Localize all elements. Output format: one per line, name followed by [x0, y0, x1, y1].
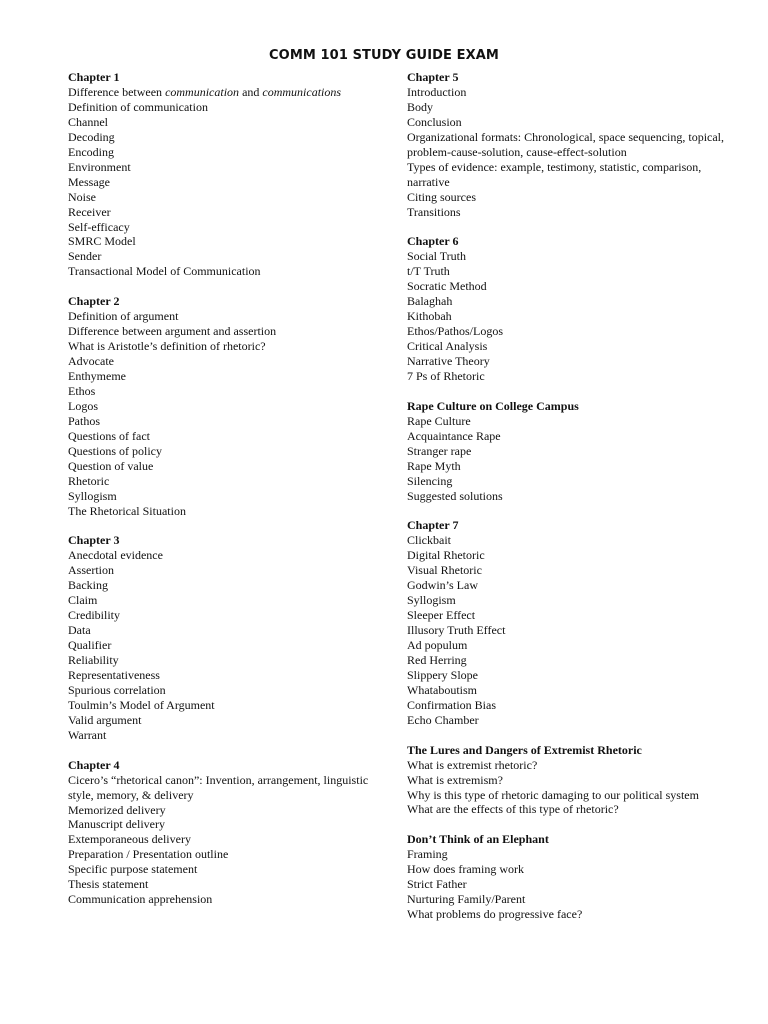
list-item: Narrative Theory — [407, 354, 490, 369]
section-heading: Don’t Think of an Elephant — [407, 832, 549, 847]
list-item: Credibility — [68, 608, 120, 623]
list-item: What problems do progressive face? — [407, 907, 583, 922]
section-chapter-2 — [68, 294, 390, 518]
list-item: Rape Culture — [407, 413, 471, 428]
section-extremist-rhetoric — [407, 743, 727, 818]
list-item: Digital Rhetoric — [407, 548, 485, 563]
list-item: Socratic Method — [407, 279, 487, 294]
list-item: Slippery Slope — [407, 667, 478, 682]
list-item: Clickbait — [407, 533, 451, 548]
section-heading: Chapter 4 — [68, 757, 120, 772]
list-item: Transactional Model of Communication — [68, 264, 261, 279]
list-item: Thesis statement — [68, 877, 149, 892]
section-heading: Rape Culture on College Campus — [407, 398, 579, 413]
list-item: Ethos/Pathos/Logos — [407, 324, 504, 339]
list-item: Syllogism — [407, 593, 456, 608]
list-item: Ethos — [68, 383, 96, 398]
list-item: Silencing — [407, 473, 453, 488]
list-item: Self-efficacy — [68, 219, 130, 234]
right-column — [407, 70, 727, 937]
list-item: Questions of fact — [68, 428, 150, 443]
list-item: Ad populum — [407, 638, 468, 653]
list-item: Citing sources — [407, 189, 476, 204]
section-dont-think-of-an-elephant — [407, 832, 727, 922]
list-item: Definition of argument — [68, 309, 179, 324]
section-heading: Chapter 6 — [407, 234, 459, 249]
list-item: Memorized delivery — [68, 802, 166, 817]
list-item: Conclusion — [407, 114, 462, 129]
list-item: Framing — [407, 847, 448, 862]
list-item: Kithobah — [407, 309, 452, 324]
section-heading: Chapter 5 — [407, 70, 459, 84]
section-heading: The Lures and Dangers of Extremist Rhetoric — [407, 742, 642, 757]
left-column — [68, 70, 390, 922]
list-item: Specific purpose statement — [68, 862, 198, 877]
list-item: Definition of communication — [68, 99, 208, 114]
list-item: Question of value — [68, 458, 154, 473]
list-item: What is extremism? — [407, 772, 503, 787]
list-item: Suggested solutions — [407, 488, 503, 503]
list-item: Receiver — [68, 204, 111, 219]
list-item: Valid argument — [68, 712, 142, 727]
list-item: Preparation / Presentation outline — [68, 847, 229, 862]
list-item: What is extremist rhetoric? — [407, 757, 538, 772]
list-item: Stranger rape — [407, 443, 472, 458]
list-item: Acquaintance Rape — [407, 428, 501, 443]
list-item: Why is this type of rhetoric damaging to our political system — [407, 787, 699, 802]
list-item: Transitions — [407, 204, 461, 219]
list-item: Toulmin’s Model of Argument — [68, 697, 215, 712]
list-item: Anecdotal evidence — [68, 548, 163, 563]
list-item: Critical Analysis — [407, 339, 488, 354]
section-chapter-1 — [68, 70, 390, 279]
section-heading: Chapter 1 — [68, 70, 120, 84]
page-title: COMM 101 STUDY GUIDE EXAM — [269, 48, 499, 63]
list-item: Red Herring — [407, 652, 467, 667]
section-chapter-7 — [407, 518, 727, 727]
list-item: Types of evidence: example, testimony, statistic, comparison, narrative — [407, 159, 702, 189]
list-item: How does framing work — [407, 862, 524, 877]
list-item: Extemporaneous delivery — [68, 832, 191, 847]
section-heading: Chapter 2 — [68, 294, 120, 309]
list-item: Reliability — [68, 653, 119, 668]
list-item: Syllogism — [68, 488, 117, 503]
list-item: Whataboutism — [407, 682, 477, 697]
list-item: Visual Rhetoric — [407, 563, 482, 578]
list-item: Qualifier — [68, 638, 112, 653]
list-item: Noise — [68, 189, 96, 204]
list-item: Illusory Truth Effect — [407, 623, 506, 638]
list-item: What are the effects of this type of rhetoric? — [407, 802, 619, 817]
list-item: Rhetoric — [68, 473, 110, 488]
section-rape-culture — [407, 399, 727, 504]
list-item: Logos — [68, 398, 98, 413]
list-item: SMRC Model — [68, 234, 136, 249]
list-item: Sender — [68, 249, 102, 264]
list-item: Communication apprehension — [68, 892, 213, 907]
list-item-communication-vs-communications: Difference between communication and communications — [68, 84, 342, 99]
list-item: Representativeness — [68, 668, 160, 682]
section-heading: Chapter 3 — [68, 533, 120, 548]
list-item: Enthymeme — [68, 369, 126, 383]
list-item: Godwin’s Law — [407, 578, 478, 593]
list-item: Confirmation Bias — [407, 697, 496, 712]
list-item: Channel — [68, 114, 108, 129]
list-item: Advocate — [68, 354, 114, 369]
list-item: Organizational formats: Chronological, space sequencing, topical, problem-cause-solution, cause-effect-solution — [407, 129, 725, 159]
list-item: Difference between argument and assertion — [68, 324, 277, 339]
list-item: Manuscript delivery — [68, 817, 165, 832]
list-item: Introduction — [407, 84, 467, 99]
list-item: Echo Chamber — [407, 712, 479, 727]
list-item: Rape Myth — [407, 458, 461, 473]
list-item: Warrant — [68, 727, 107, 742]
section-chapter-4 — [68, 758, 390, 908]
list-item: Assertion — [68, 563, 114, 578]
list-item: Cicero’s “rhetorical canon”: Invention, arrangement, linguistic style, memory, & delivery — [68, 772, 369, 802]
list-item: Message — [68, 174, 110, 189]
list-item: Encoding — [68, 144, 114, 159]
list-item: Decoding — [68, 129, 115, 144]
list-item: Environment — [68, 159, 131, 174]
list-item: Backing — [68, 578, 108, 593]
list-item: Pathos — [68, 413, 101, 428]
section-chapter-6 — [407, 234, 727, 384]
list-item: Body — [407, 99, 434, 114]
list-item: Data — [68, 623, 91, 638]
list-item: 7 Ps of Rhetoric — [407, 369, 485, 383]
list-item: Strict Father — [407, 877, 467, 892]
list-item: Nurturing Family/Parent — [407, 892, 526, 907]
list-item: Spurious correlation — [68, 682, 166, 697]
list-item: Social Truth — [407, 249, 467, 264]
list-item: Claim — [68, 593, 98, 608]
section-chapter-5 — [407, 70, 727, 220]
section-heading: Chapter 7 — [407, 518, 459, 533]
list-item: Sleeper Effect — [407, 608, 476, 623]
section-chapter-3 — [68, 533, 390, 742]
list-item: The Rhetorical Situation — [68, 503, 186, 518]
list-item: t/T Truth — [407, 264, 450, 279]
list-item: What is Aristotle’s definition of rhetoric? — [68, 339, 266, 354]
list-item: Balaghah — [407, 294, 453, 309]
list-item: Questions of policy — [68, 443, 162, 458]
